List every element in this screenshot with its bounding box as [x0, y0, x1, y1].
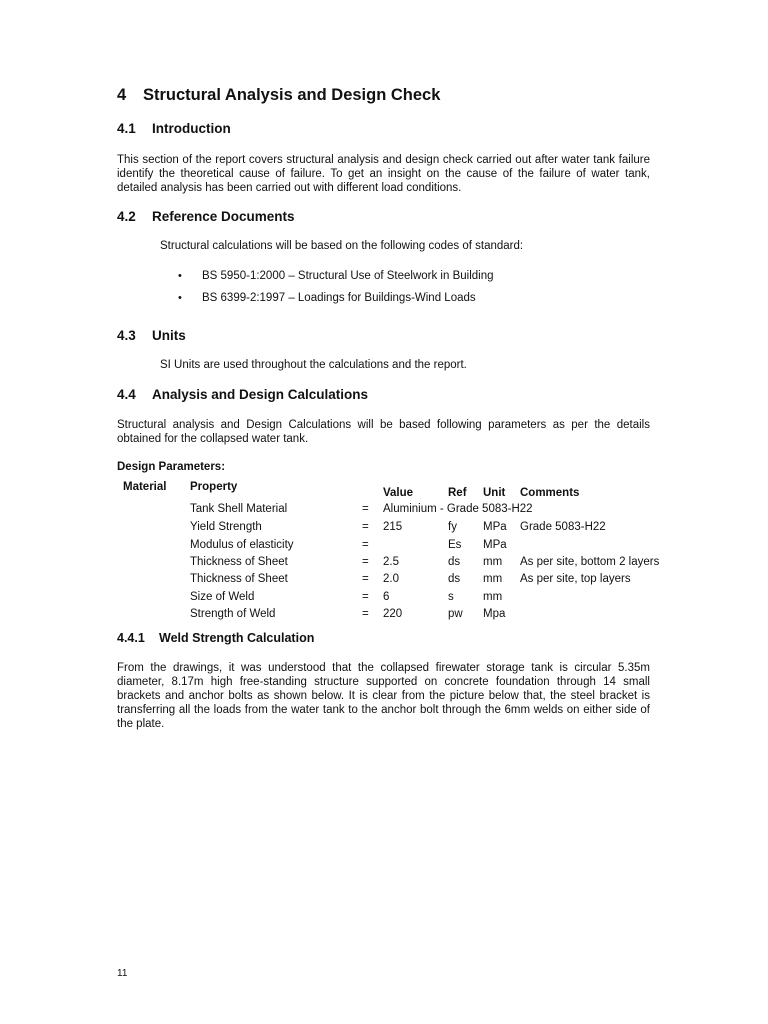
row-value: 220 [383, 608, 403, 620]
references-heading [117, 209, 295, 224]
intro-paragraph: This section of the report covers structural analysis and design check carried out after water tank failure identify the theoretical cause of failure. To get an insight on the cause of the failure of water tank, detailed analysis has been carried out with different load conditions. [117, 154, 650, 194]
section-title: Structural Analysis and Design Check [143, 86, 441, 104]
design-parameters-label: Design Parameters: [117, 461, 226, 473]
row-value: 6 [383, 591, 390, 603]
references-title: Reference Documents [152, 209, 295, 224]
header-property: Property [190, 481, 238, 493]
weld-number: 4.4.1 [117, 631, 145, 645]
row-property: Yield Strength [190, 521, 262, 533]
row-equals: = [362, 573, 369, 585]
row-unit: MPa [483, 521, 507, 533]
analysis-paragraph: Structural analysis and Design Calculations will be based following parameters as per the details obtained for the collapsed water tank. [117, 419, 650, 445]
reference-item [178, 270, 494, 282]
row-ref: s [448, 591, 454, 603]
row-unit: mm [483, 556, 503, 568]
row-ref: fy [448, 521, 457, 533]
header-value: Value [383, 487, 414, 499]
row-equals: = [362, 521, 369, 533]
row-comment: As per site, top layers [520, 573, 631, 585]
weld-heading [117, 631, 314, 645]
analysis-title: Analysis and Design Calculations [152, 387, 369, 402]
row-value: 215 [383, 521, 403, 533]
units-number: 4.3 [117, 328, 136, 343]
row-comment: As per site, bottom 2 layers [520, 556, 660, 568]
row-equals: = [362, 608, 369, 620]
row-ref: ds [448, 573, 461, 585]
reference-item-text: BS 5950-1:2000 – Structural Use of Steelwork in Building [202, 270, 494, 282]
intro-title: Introduction [152, 121, 231, 136]
row-value: Aluminium - Grade 5083-H22 [383, 503, 533, 515]
reference-item-text: BS 6399-2:1997 – Loadings for Buildings-Wind Loads [202, 292, 476, 304]
analysis-heading [117, 387, 368, 402]
row-property: Thickness of Sheet [190, 556, 288, 568]
intro-number: 4.1 [117, 121, 136, 136]
row-unit: Mpa [483, 608, 506, 620]
row-unit: mm [483, 573, 503, 585]
section-number: 4 [117, 86, 127, 104]
row-property: Size of Weld [190, 591, 255, 603]
row-unit: mm [483, 591, 503, 603]
header-comments: Comments [520, 487, 580, 499]
references-lead: Structural calculations will be based on the following codes of standard: [160, 240, 524, 252]
header-material: Material [123, 481, 167, 493]
row-property: Strength of Weld [190, 608, 276, 620]
row-equals: = [362, 591, 369, 603]
row-value: 2.0 [383, 573, 399, 585]
bullet-marker: • [178, 292, 182, 304]
header-unit: Unit [483, 487, 506, 499]
intro-heading [117, 121, 231, 136]
row-ref: ds [448, 556, 461, 568]
units-title: Units [152, 328, 186, 343]
row-ref: pw [448, 608, 463, 620]
weld-paragraph: From the drawings, it was understood that the collapsed firewater storage tank is circular 5.35m diameter, 8.17m high free-standing structure supported on concrete foundation through 14 small brackets and anchor bolts as shown below. It is clear from the picture below that, the steel bracket is transferring all the loads from the water tank to the anchor bolt through the 6mm welds on either side of the plate. [117, 662, 650, 730]
bullet-marker: • [178, 270, 182, 282]
row-property: Modulus of elasticity [190, 539, 294, 551]
row-property: Tank Shell Material [190, 503, 288, 515]
reference-item [178, 292, 476, 304]
row-equals: = [362, 556, 369, 568]
row-comment: Grade 5083-H22 [520, 521, 606, 533]
header-ref: Ref [448, 487, 467, 499]
units-heading [117, 328, 186, 343]
units-text: SI Units are used throughout the calculations and the report. [160, 359, 467, 371]
references-number: 4.2 [117, 209, 136, 224]
row-ref: Es [448, 539, 462, 551]
row-equals: = [362, 539, 369, 551]
row-unit: MPa [483, 539, 507, 551]
weld-title: Weld Strength Calculation [159, 631, 315, 645]
row-value: 2.5 [383, 556, 399, 568]
page-number: 11 [117, 968, 128, 979]
section-heading [117, 86, 440, 105]
row-equals: = [362, 503, 369, 515]
row-property: Thickness of Sheet [190, 573, 288, 585]
analysis-number: 4.4 [117, 387, 136, 402]
